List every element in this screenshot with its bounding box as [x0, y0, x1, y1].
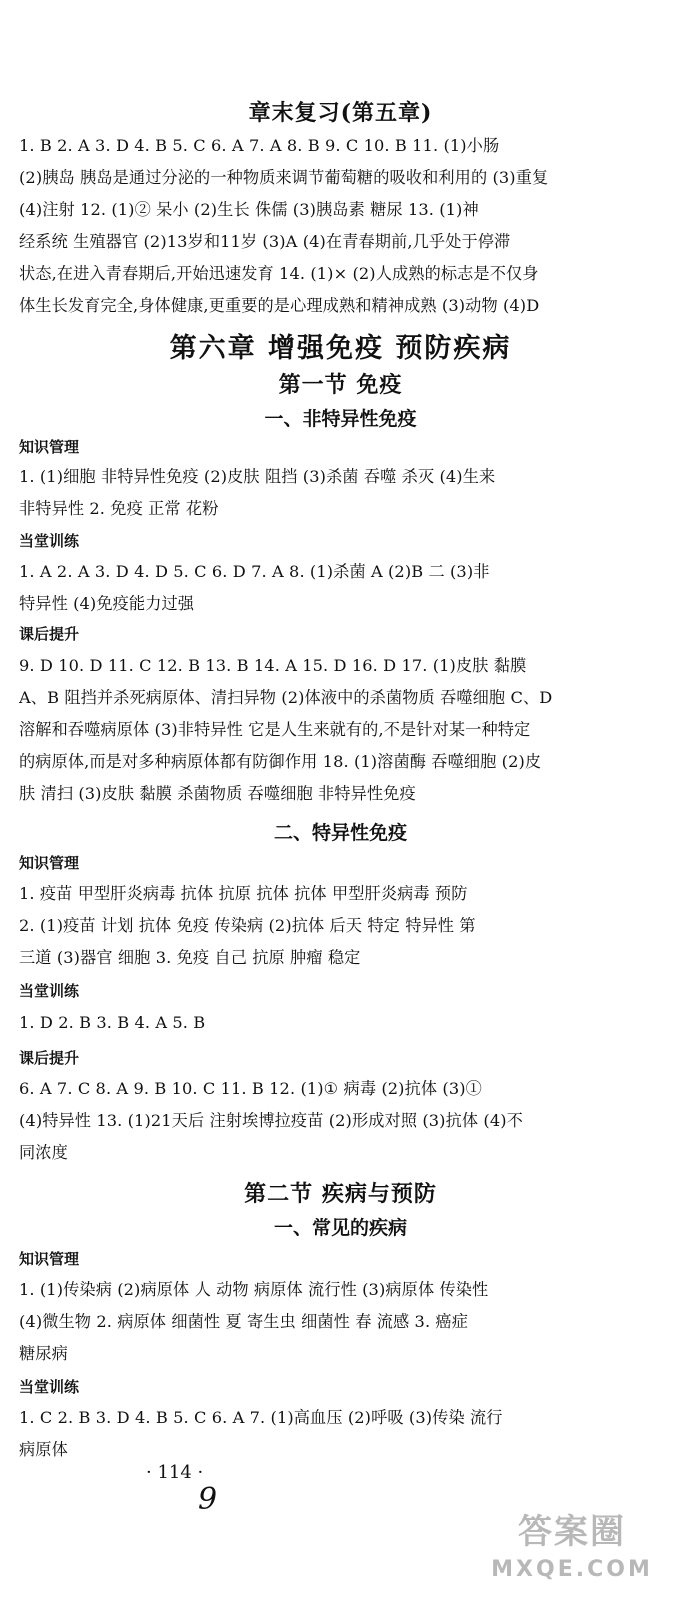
answer-line: 1. (1)传染病 (2)病原体 人 动物 病原体 流行性 (3)病原体 传染性	[19, 1280, 489, 1299]
inclass-answers	[19, 556, 639, 620]
watermark-url: MXQE.COM	[491, 1557, 653, 1582]
knowledge-label: 知识管理	[19, 1250, 80, 1268]
answer-line: A、B 阻挡并杀死病原体、清扫异物 (2)体液中的杀菌物质 吞噬细胞 C、D	[19, 688, 553, 707]
subsection-title: 一、常见的疾病	[273, 1217, 407, 1239]
review-title: 章末复习(第五章)	[248, 100, 433, 126]
answer-line: 特异性 (4)免疫能力过强	[19, 594, 195, 613]
inclass-answers	[19, 1007, 639, 1039]
answer-line: 病原体	[19, 1440, 68, 1459]
answer-line: 2. (1)疫苗 计划 抗体 免疫 传染病 (2)抗体 后天 特定 特异性 第	[19, 916, 476, 935]
answer-line: 1. B 2. A 3. D 4. B 5. C 6. A 7. A 8. B 9. C 10. B 11. (1)小肠	[19, 136, 500, 155]
answer-line: 9. D 10. D 11. C 12. B 13. B 14. A 15. D 16. D 17. (1)皮肤 黏膜	[19, 656, 527, 675]
answer-line: 6. A 7. C 8. A 9. B 10. C 11. B 12. (1)① 病毒 (2)抗体 (3)①	[19, 1079, 482, 1098]
after-class-label: 课后提升	[19, 1049, 80, 1067]
answer-line: (4)微生物 2. 病原体 细菌性 夏 寄生虫 细菌性 春 流感 3. 癌症	[19, 1312, 469, 1331]
answer-line: 1. C 2. B 3. D 4. B 5. C 6. A 7. (1)高血压 (2)呼吸 (3)传染 流行	[19, 1408, 503, 1427]
after-class-answers	[19, 650, 639, 810]
inclass-label: 当堂训练	[19, 1378, 80, 1396]
answer-line: 1. (1)细胞 非特异性免疫 (2)皮肤 阻挡 (3)杀菌 吞噬 杀灭 (4)生来	[19, 467, 496, 486]
handwritten-mark: 9	[198, 1482, 218, 1517]
answer-line: 非特异性 2. 免疫 正常 花粉	[19, 499, 219, 518]
section-title: 第二节 疾病与预防	[244, 1181, 437, 1207]
answer-line: 溶解和吞噬病原体 (3)非特异性 它是人生来就有的,不是针对某一种特定	[19, 720, 531, 739]
answer-line: 肤 清扫 (3)皮肤 黏膜 杀菌物质 吞噬细胞 非特异性免疫	[19, 784, 416, 803]
knowledge-answers	[19, 1274, 639, 1370]
inclass-label: 当堂训练	[19, 982, 80, 1000]
watermark-logo	[477, 1508, 667, 1594]
answer-line: 经系统 生殖器官 (2)13岁和11岁 (3)A (4)在青春期前,几乎处于停滞	[19, 232, 511, 251]
answer-line: 同浓度	[19, 1143, 68, 1162]
chapter-title: 第六章 增强免疫 预防疾病	[169, 333, 512, 364]
answer-line: (2)胰岛 胰岛是通过分泌的一种物质来调节葡萄糖的吸收和利用的 (3)重复	[19, 168, 549, 187]
section-title: 第一节 免疫	[278, 372, 403, 398]
answer-line: 的病原体,而是对多种病原体都有防御作用 18. (1)溶菌酶 吞噬细胞 (2)皮	[19, 752, 542, 771]
review-answers	[19, 130, 639, 322]
answer-line: 状态,在进入青春期后,开始迅速发育 14. (1)× (2)人成熟的标志是不仅身	[19, 264, 539, 283]
answer-line: 1. 疫苗 甲型肝炎病毒 抗体 抗原 抗体 抗体 甲型肝炎病毒 预防	[19, 884, 468, 903]
inclass-answers	[19, 1402, 639, 1466]
page-number: · 114 ·	[146, 1462, 204, 1483]
knowledge-label: 知识管理	[19, 438, 80, 456]
inclass-label: 当堂训练	[19, 532, 80, 550]
knowledge-answers	[19, 878, 639, 974]
after-class-answers	[19, 1073, 639, 1169]
answer-line: (4)注射 12. (1)② 呆小 (2)生长 侏儒 (3)胰岛素 糖尿 13. (1)神	[19, 200, 479, 219]
knowledge-label: 知识管理	[19, 854, 80, 872]
answer-line: 糖尿病	[19, 1344, 68, 1363]
answer-line: (4)特异性 13. (1)21天后 注射埃博拉疫苗 (2)形成对照 (3)抗体 (4)不	[19, 1111, 523, 1130]
subsection-title: 二、特异性免疫	[273, 822, 407, 844]
answer-line: 体生长发育完全,身体健康,更重要的是心理成熟和精神成熟 (3)动物 (4)D	[19, 296, 540, 315]
answer-line: 1. A 2. A 3. D 4. D 5. C 6. D 7. A 8. (1)杀菌 A (2)B 二 (3)非	[19, 562, 490, 581]
knowledge-answers	[19, 461, 639, 525]
subsection-title: 一、非特异性免疫	[264, 408, 417, 430]
answer-line: 三道 (3)器官 细胞 3. 免疫 自己 抗原 肿瘤 稳定	[19, 948, 361, 967]
watermark-text: 答案圈	[518, 1512, 626, 1552]
answer-line: 1. D 2. B 3. B 4. A 5. B	[19, 1013, 206, 1032]
after-class-label: 课后提升	[19, 625, 80, 643]
